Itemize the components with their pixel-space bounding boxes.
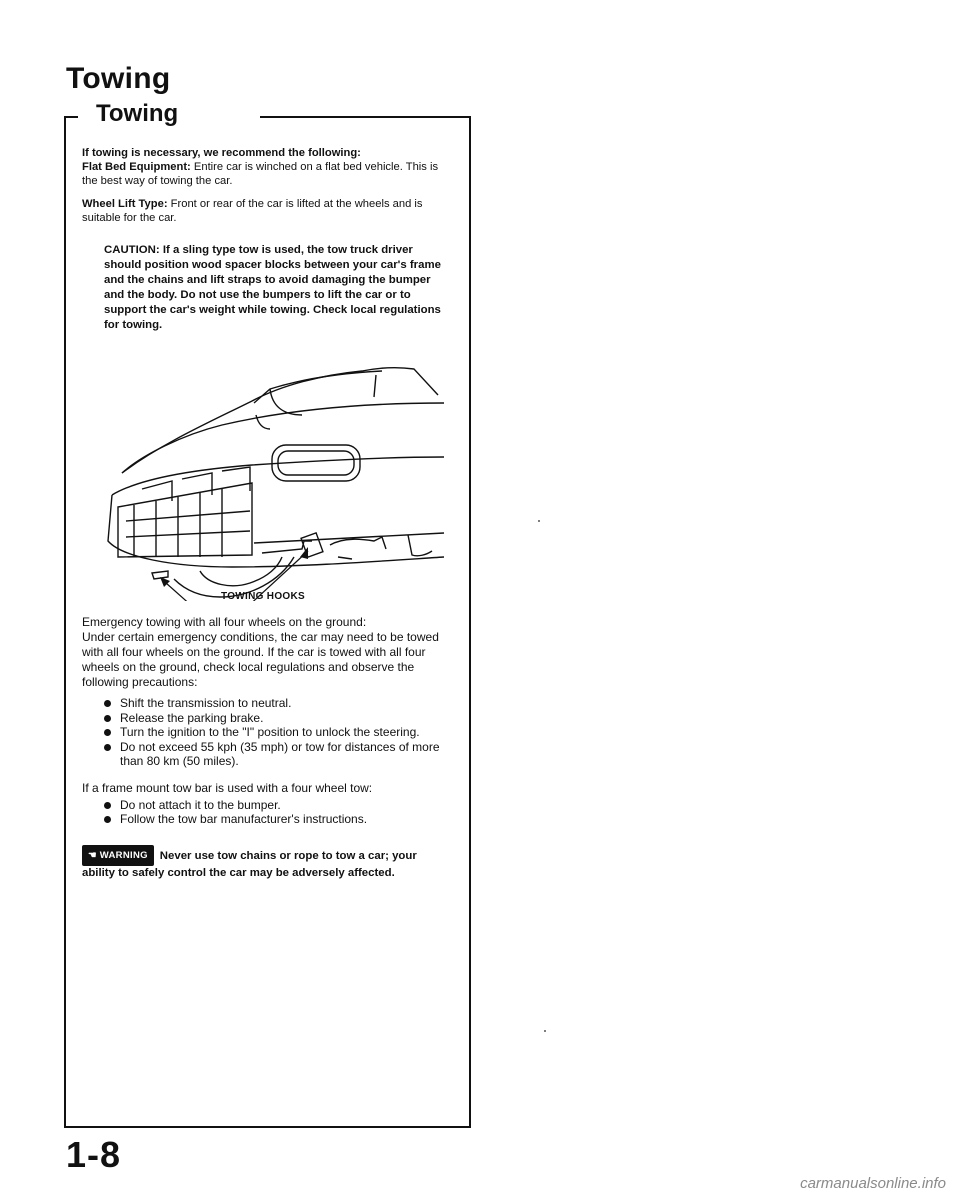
list-item: Turn the ignition to the "I" position to unlock the steering. bbox=[104, 725, 452, 740]
warning-note bbox=[82, 845, 452, 881]
warning-badge bbox=[82, 845, 154, 866]
section-title: Towing bbox=[90, 100, 184, 128]
figure-label: TOWING HOOKS bbox=[221, 591, 305, 602]
wheel-lift-paragraph bbox=[82, 197, 452, 225]
flat-bed-text: Entire car is winched on a flat bed vehicle. This is the best way of towing the car. bbox=[82, 161, 439, 187]
section-content bbox=[82, 146, 452, 881]
page-title: Towing bbox=[66, 62, 171, 95]
watermark: carmanualsonline.info bbox=[800, 1175, 946, 1192]
emergency-precautions-list bbox=[82, 696, 452, 769]
car-front-illustration bbox=[82, 345, 452, 601]
frame-top-rule-left bbox=[64, 116, 78, 118]
emergency-text: Under certain emergency conditions, the car may need to be towed with all four wheels on the ground. If the car is towed with all four wheels on the ground, check local regulations and observe the following precautions: bbox=[82, 630, 439, 689]
warning-hand-icon: ☚ bbox=[88, 849, 97, 861]
wheel-lift-label: Wheel Lift Type: bbox=[82, 198, 168, 210]
list-item: Release the parking brake. bbox=[104, 711, 452, 726]
frame-mount-list bbox=[82, 798, 452, 827]
wheel-lift-text: Front or rear of the car is lifted at the wheels and is suitable for the car. bbox=[82, 198, 423, 224]
towing-hooks-figure bbox=[82, 345, 452, 601]
caution-note: CAUTION: If a sling type tow is used, the tow truck driver should position wood spacer blocks between your car's frame and the chains and lift straps to avoid damaging the bumper and the body. Do not use the bumpers to lift the car or to support the car's weight while towing. Check local regulations for towing. bbox=[104, 244, 441, 331]
emergency-heading: Emergency towing with all four wheels on the ground: bbox=[82, 615, 367, 629]
list-item: Do not attach it to the bumper. bbox=[104, 798, 452, 813]
scan-speck bbox=[538, 520, 540, 522]
list-item: Shift the transmission to neutral. bbox=[104, 696, 452, 711]
frame-top-rule-right bbox=[260, 116, 469, 118]
scan-speck bbox=[544, 1030, 546, 1032]
intro-paragraph bbox=[82, 146, 452, 188]
page-number: 1-8 bbox=[66, 1134, 122, 1175]
flat-bed-label: Flat Bed Equipment: bbox=[82, 161, 191, 173]
warning-text: Never use tow chains or rope to tow a car; your ability to safely control the car may be adversely affected. bbox=[82, 849, 417, 879]
intro-lead: If towing is necessary, we recommend the following: bbox=[82, 147, 361, 159]
emergency-towing bbox=[82, 615, 452, 690]
frame-mount-text: If a frame mount tow bar is used with a four wheel tow: bbox=[82, 780, 373, 795]
list-item: Follow the tow bar manufacturer's instructions. bbox=[104, 812, 452, 827]
warning-badge-label: WARNING bbox=[99, 849, 148, 861]
list-item: Do not exceed 55 kph (35 mph) or tow for distances of more than 80 km (50 miles). bbox=[104, 740, 452, 769]
